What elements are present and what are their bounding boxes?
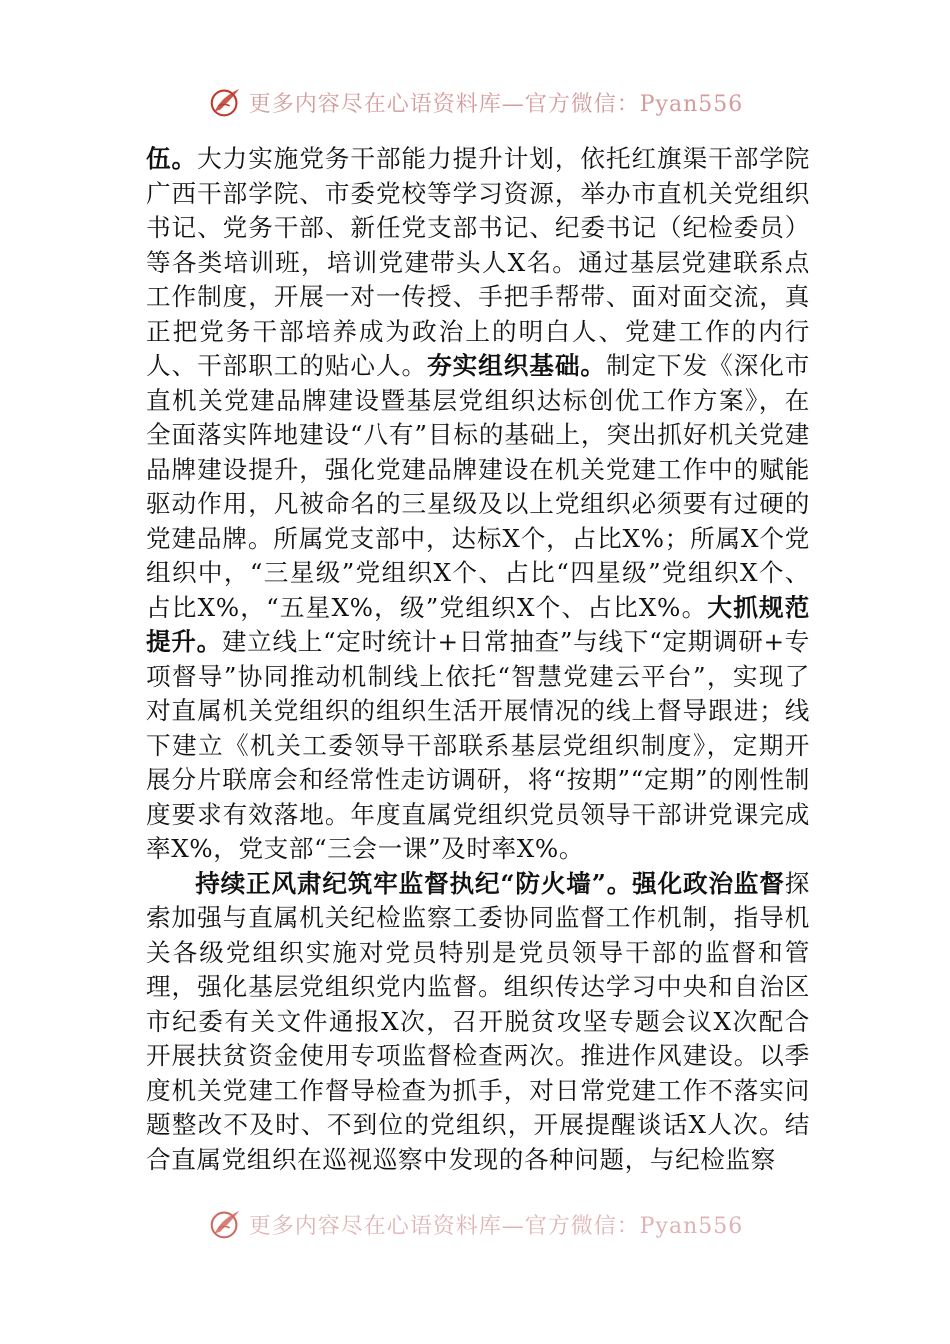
paragraph <box>146 867 810 1178</box>
document-body <box>146 142 810 1177</box>
brand-logo-icon <box>207 1205 245 1243</box>
paragraph <box>146 142 810 867</box>
text-run: 大力实施党务干部能力提升计划，依托红旗渠干部学院广西干部学院、市委党校等学习资源，举办市直机关党组织书记、党务干部、新任党支部书记、纪委书记（纪检委员）等各类培训班，培训党建带头人X名。通过基层党建联系点工作制度，开展一对一传授、手把手帮带、面对面交流，真正把党务干部培养成为政治上的明白人、党建工作的内行人、干部职工的贴心人。 <box>146 144 810 380</box>
watermark-footer <box>0 1204 950 1244</box>
watermark-text: 更多内容尽在心语资料库—官方微信：Pyan556 <box>248 1213 744 1239</box>
brand-logo-icon <box>207 83 245 121</box>
text-run: 制定下发《深化市直机关党建品牌建设暨基层党组织达标创优工作方案》，在全面落实阵地建设“八有”目标的基础上，突出抓好机关党建品牌建设提升，强化党建品牌建设在机关党建工作中的赋能驱动作用，凡被命名的三星级及以上党组织必须要有过硬的党建品牌。所属党支部中，达标X个，占比X%；所属X个党组织中，“三星级”党组织X个、占比“四星级”党组织X个、占比X%，“五星X%，级”党组织X个、占比X%。 <box>146 351 810 622</box>
bold-phrase: 大抓规范提升。 <box>146 592 810 656</box>
bold-heading: 持续正风肃纪筑牢监督执纪“防火墙”。强化政治监督 <box>195 868 785 898</box>
bold-phrase: 夯实组织基础。 <box>427 351 606 380</box>
bold-phrase: 伍。 <box>146 144 198 173</box>
text-run: 建立线上“定时统计+日常抽查”与线下“定期调研+专项督导”协同推动机制线上依托“智慧党建云平台”，实现了对直属机关党组织的组织生活开展情况的线上督导跟进；线下建立《机关工委领导干部联系基层党组织制度》，定期开展分片联席会和经常性走访调研，将“按期”“定期”的刚性制度要求有效落地。年度直属党组织党员领导干部讲党课完成率X%，党支部“三会一课”及时率X%。 <box>146 627 810 863</box>
watermark-text: 更多内容尽在心语资料库—官方微信：Pyan556 <box>248 91 744 117</box>
text-run: 探索加强与直属机关纪检监察工委协同监督工作机制，指导机关各级党组织实施对党员特别是党员领导干部的监督和管理，强化基层党组织党内监督。组织传达学习中央和自治区市纪委有关文件通报X次，召开脱贫攻坚专题会议X次配合开展扶贫资金使用专项监督检查两次。推进作风建设。以季度机关党建工作督导检查为抓手，对日常党建工作不落实问题整改不及时、不到位的党组织，开展提醒谈话X人次。结合直属党组织在巡视巡察中发现的各种问题，与纪检监察 <box>146 868 810 1174</box>
watermark-header <box>0 82 950 122</box>
